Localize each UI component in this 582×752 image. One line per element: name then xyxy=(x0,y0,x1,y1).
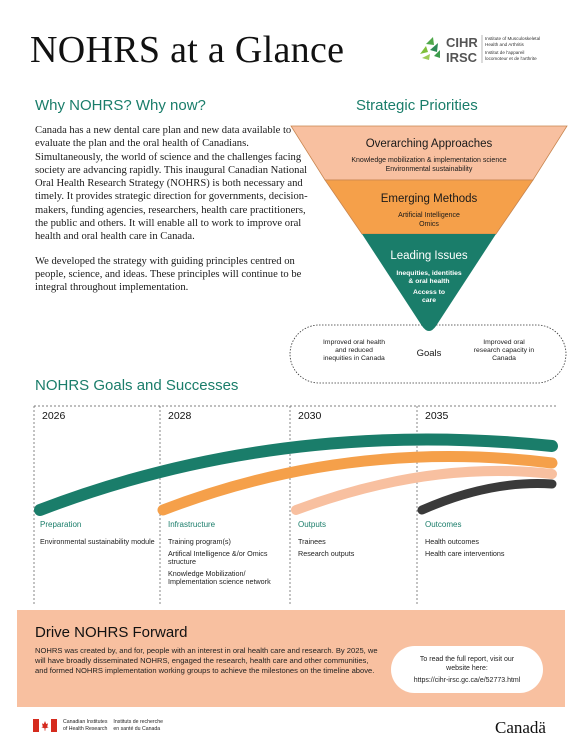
logo-fr-line2: locomoteur et de l'arthrite xyxy=(485,56,537,61)
tier2-line1: Artificial Intelligence xyxy=(398,212,460,219)
tier1-line2: Environmental sustainability xyxy=(385,166,473,173)
column-preparation xyxy=(40,520,155,550)
year-2035: 2035 xyxy=(425,410,449,422)
goal-left-line1: Improved oral health xyxy=(323,339,385,346)
column-item: Knowledge Mobilization/ Implementation science network xyxy=(168,568,271,587)
why-heading: Why NOHRS? Why now? xyxy=(35,97,206,114)
column-item: Health care interventions xyxy=(425,548,505,558)
tier3-title: Leading Issues xyxy=(390,250,468,262)
column-title: Outputs xyxy=(298,520,327,529)
year-2030: 2030 xyxy=(298,410,322,422)
goals-successes-heading: NOHRS Goals and Successes xyxy=(35,377,239,394)
column-title: Outcomes xyxy=(425,520,462,529)
goal-left-line3: inequities in Canada xyxy=(323,355,385,362)
goal-left-line2: and reduced xyxy=(335,347,373,354)
column-infrastructure xyxy=(168,520,288,590)
government-signature xyxy=(33,719,163,732)
tier3-line3: Access to xyxy=(412,289,446,296)
drive-body: NOHRS was created by, and for, people with an interest in oral health care and research. By 2025, we will have broadly disseminated NOHRS, engaged the research, health care and other communities, and formed NOHRS implementation working groups to achieve the milestones on the timeline above. xyxy=(35,646,378,676)
report-line1: To read the full report, visit our xyxy=(419,656,515,663)
tier1-line1: Knowledge mobilization & implementation science xyxy=(351,157,507,164)
column-outputs xyxy=(298,520,413,561)
strategic-priorities-heading: Strategic Priorities xyxy=(356,97,478,114)
tier1-title: Overarching Approaches xyxy=(365,138,493,150)
column-outcomes xyxy=(425,520,545,561)
logo-en-line1: Institute of Musculoskeletal xyxy=(485,36,541,41)
report-link-box xyxy=(391,646,543,693)
year-2026: 2026 xyxy=(42,410,66,422)
why-body xyxy=(35,124,315,306)
goals-timeline xyxy=(30,398,560,608)
footer-en: Canadian Institutes of Health Research xyxy=(63,719,108,732)
logo-cihr: CIHR xyxy=(446,35,478,50)
column-item: Health outcomes xyxy=(425,537,479,546)
goal-right-line3: Canada xyxy=(492,355,516,362)
drive-heading: Drive NOHRS Forward xyxy=(35,624,188,641)
tier3-line4: care xyxy=(422,297,436,304)
column-item: Training program(s) xyxy=(168,537,231,546)
canada-flag-icon xyxy=(33,719,57,732)
column-title: Preparation xyxy=(40,520,82,529)
arc-outcomes xyxy=(422,484,552,510)
tier2-title: Emerging Methods xyxy=(380,193,478,205)
report-line2: website here: xyxy=(446,665,488,672)
cihr-irsc-logo xyxy=(416,32,566,66)
leaf-logo-icon xyxy=(420,37,440,60)
tier2-line2: Omics xyxy=(419,221,439,228)
logo-en-line2: Health and Arthritis xyxy=(485,42,524,47)
year-2028: 2028 xyxy=(168,410,192,422)
strategic-priorities-pyramid xyxy=(288,122,570,387)
logo-irsc: IRSC xyxy=(446,50,478,65)
canada-wordmark: Canadä xyxy=(495,718,546,737)
page-title: NOHRS at a Glance xyxy=(30,29,345,71)
why-paragraph-1: Canada has a new dental care plan and new data available to evaluate the plan and the oral health of Canadians. Simultaneously, the world of science and the challenges facing society are advancing rapidly. This inaugural Canadian National Oral Health Research Strategy (NOHRS) is both necessary and timely. It provides strategic direction for governments, decision-makers, funding agencies, researchers, health care practitioners, the public and others. It will enable all to work to improve oral health and oral health care in Canada. xyxy=(35,125,308,243)
goal-right-line2: research capacity in xyxy=(473,347,535,354)
column-item: Artifical Intelligence &/or Omics structure xyxy=(168,548,268,567)
goal-right-line1: Improved oral xyxy=(483,339,525,346)
goals-label: Goals xyxy=(416,348,442,359)
column-item: Research outputs xyxy=(298,548,355,558)
why-paragraph-2: We developed the strategy with guiding principles centred on people, science, and ideas. These principles will continue to be integral throughout implementation. xyxy=(35,255,302,294)
report-url-link[interactable]: https://cihr-irsc.gc.ca/e/52773.html xyxy=(413,677,521,684)
logo-fr-line1: Institut de l'appareil xyxy=(485,50,525,55)
tier3-line2: & oral health xyxy=(408,278,450,285)
footer-fr: Instituts de recherche en santé du Canada xyxy=(113,719,164,732)
column-item: Trainees xyxy=(298,537,326,546)
column-title: Infrastructure xyxy=(168,520,216,529)
column-item: Environmental sustainability module xyxy=(40,537,155,546)
arc-outputs xyxy=(296,471,552,510)
tier3-line1: Inequities, identities xyxy=(396,270,462,277)
